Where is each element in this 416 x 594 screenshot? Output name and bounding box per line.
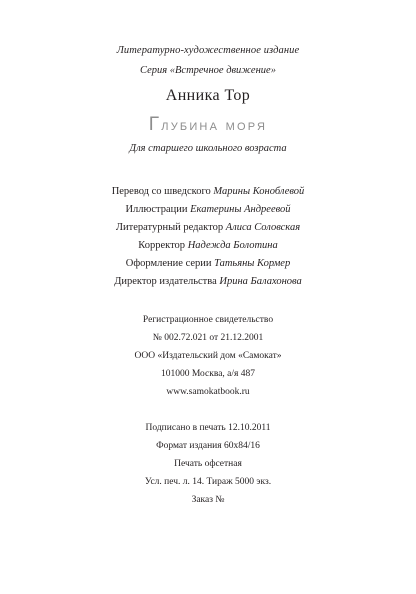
book-author: Анника Тор: [165, 87, 251, 104]
credit-role: Оформление серии: [125, 258, 212, 269]
signed-to-print: Подписано в печать 12.10.2011: [145, 423, 271, 433]
print-method: Печать офсетная: [174, 459, 242, 469]
age-group: Для старшего школьного возраста: [129, 143, 287, 154]
credit-role: Литературный редактор: [115, 222, 224, 233]
credit-name: Марины Коноблевой: [213, 186, 305, 197]
book-title-initial: Г: [148, 114, 162, 135]
credit-proofreader: [0, 240, 416, 251]
publisher-website: www.samokatbook.ru: [166, 387, 250, 397]
print-run: Усл. печ. л. 14. Тираж 5000 экз.: [144, 477, 272, 487]
credit-name: Надежда Болотина: [187, 240, 278, 251]
credit-name: Татьяны Кормер: [214, 258, 291, 269]
order-number: Заказ №: [191, 495, 225, 505]
credit-role: Корректор: [138, 240, 186, 251]
publisher-address: 101000 Москва, а/я 487: [160, 369, 256, 379]
credit-role: Директор издательства: [114, 276, 217, 287]
credit-name: Ирина Балахонова: [219, 276, 302, 287]
book-title-rest: лубина моря: [161, 117, 268, 134]
credit-director: [0, 276, 416, 287]
credit-role: Перевод со шведского: [111, 186, 211, 197]
credit-role: Иллюстрации: [125, 204, 188, 215]
edition-type: Литературно-художественное издание: [116, 45, 300, 56]
credit-translator: [0, 186, 416, 197]
edition-format: Формат издания 60x84/16: [156, 441, 260, 451]
credit-name: Алиса Соловская: [225, 222, 301, 233]
registration-certificate: Регистрационное свидетельство: [142, 315, 274, 325]
series-name: Серия «Встречное движение»: [140, 65, 276, 76]
credit-illustrator: [0, 204, 416, 215]
credit-editor: [0, 222, 416, 233]
credit-name: Екатерины Андреевой: [190, 204, 291, 215]
publisher-name: ООО «Издательский дом «Самокат»: [134, 351, 282, 361]
book-title: [0, 114, 416, 136]
registration-number: № 002.72.021 от 21.12.2001: [152, 333, 264, 343]
credit-series-design: [0, 258, 416, 269]
